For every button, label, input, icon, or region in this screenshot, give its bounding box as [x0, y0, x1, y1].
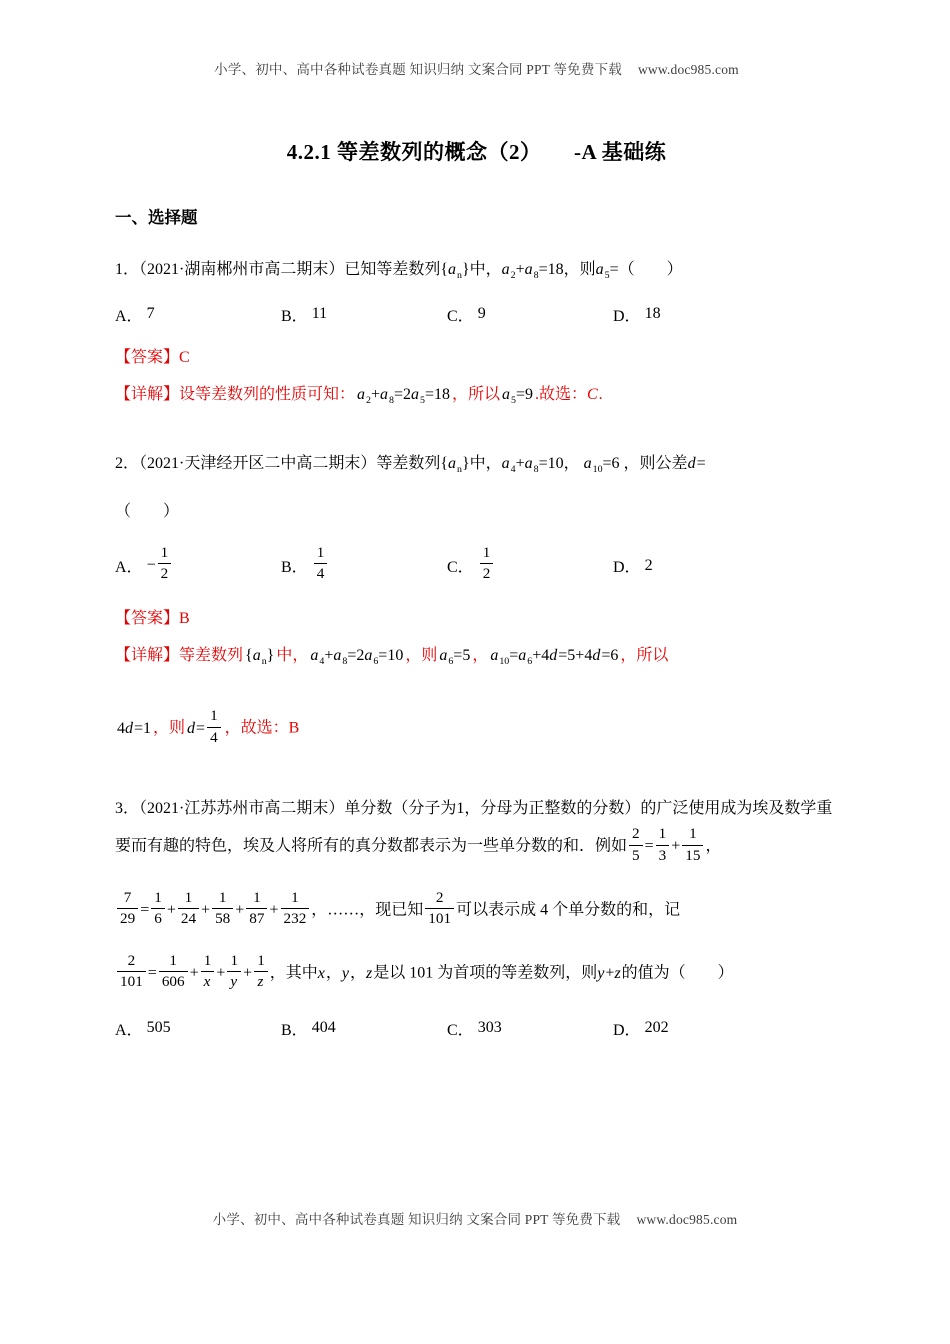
- header-promo: [115, 58, 838, 78]
- question-2-explanation: [115, 640, 838, 673]
- explain-math: $\{a_n\}$: [245, 646, 275, 667]
- explain-text: ，则: [153, 719, 186, 737]
- explain-math: $a_6=5$: [439, 646, 471, 667]
- question-2-option-c: [447, 545, 613, 586]
- option-label: B．: [281, 1021, 308, 1039]
- question-1-option-d: [613, 303, 663, 326]
- option-label: A．: [115, 307, 143, 325]
- header-site-url: www.doc985.com: [637, 62, 739, 77]
- question-2-option-a: [115, 545, 281, 586]
- option-label: A．: [115, 1021, 143, 1039]
- question-3-stem-line3: $\frac{2}{101}$ = $\frac{1}{606}$ + $\frac{1}{x}$ + $\frac{1}{y}$ + $\frac{1}{z}$ ，其中x，y，z是以 101 为首项的等差数列，则y+z的值为（ ）: [115, 953, 838, 994]
- question-2: [115, 448, 838, 750]
- explain-text: 等差数列: [179, 646, 244, 664]
- option-value: − $\frac{1}{2}$: [147, 545, 174, 586]
- question-1-answer: 【答案】C: [115, 348, 190, 366]
- question-1: [115, 254, 838, 412]
- question-3-stem: 3．（2021·江苏苏州市高二期末）单分数（分子为1，分母为正整数的分数）的广泛使用成为埃及数学重要而有趣的特色，埃及人将所有的真分数都表示为一些单分数的和．例如 $\frac{2}{5}$ = $\frac{1}{3}$ + $\frac{1}{15}$ ，: [115, 799, 833, 864]
- question-1-option-b: [281, 303, 447, 326]
- question-3: [115, 792, 838, 1040]
- question-3-options: [115, 1017, 838, 1040]
- option-label: D．: [613, 1021, 641, 1039]
- question-3-option-a: [115, 1017, 281, 1040]
- question-2-stem-parens: （ ）: [115, 503, 180, 521]
- explain-text: 中，: [276, 646, 309, 664]
- question-1-stem: 1．（2021·湖南郴州市高二期末）已知等差数列$\{a_n\}$中，$a_2+a_8=18$，则$a_5=$（ ）: [115, 261, 683, 282]
- option-label: C．: [447, 307, 474, 325]
- section-heading: 一、选择题: [115, 208, 198, 227]
- question-2-option-b: [281, 545, 447, 586]
- option-label: A．: [115, 559, 143, 577]
- question-2-answer: 【答案】B: [115, 609, 190, 627]
- document-title: 4.2.1 等差数列的概念（2） -A 基础练: [286, 140, 667, 164]
- footer-promo: [0, 1208, 950, 1228]
- footer-promo-text: 小学、初中、高中各种试卷真题 知识归纳 文案合同 PPT 等免费下载: [212, 1212, 621, 1227]
- question-1-option-a: [115, 303, 281, 326]
- option-value: 9: [477, 305, 486, 323]
- question-2-options: [115, 545, 838, 586]
- option-value: 11: [311, 305, 328, 323]
- explain-math: 4d=1: [117, 719, 152, 737]
- option-value: 2: [644, 556, 653, 574]
- option-value: 202: [644, 1019, 669, 1037]
- option-value: $\frac{1}{4}$: [312, 545, 330, 586]
- explain-text: ，所以: [451, 385, 500, 403]
- explain-label: 【详解】: [115, 385, 180, 403]
- option-value: 505: [146, 1019, 171, 1037]
- option-value: 404: [311, 1019, 336, 1037]
- header-promo-text: 小学、初中、高中各种试卷真题 知识归纳 文案合同 PPT 等免费下载: [214, 62, 622, 77]
- option-label: C．: [447, 559, 474, 577]
- question-3-option-b: [281, 1017, 447, 1040]
- explain-math: d= $\frac{1}{4}$: [187, 720, 223, 737]
- question-3-option-d: [613, 1017, 671, 1040]
- option-value: 303: [477, 1019, 502, 1037]
- footer-site-url: www.doc985.com: [636, 1212, 738, 1227]
- question-1-explanation: [115, 379, 838, 412]
- option-value: 18: [644, 305, 661, 323]
- option-value: $\frac{1}{2}$: [478, 545, 496, 586]
- explain-text: ，故选：B: [224, 719, 300, 737]
- explain-label: 【详解】: [115, 646, 180, 664]
- explain-text: 设等差数列的性质可知：: [179, 385, 356, 403]
- explain-math: $a_5=9$: [502, 385, 533, 406]
- question-3-stem-line2: $\frac{7}{29}$ = $\frac{1}{6}$ + $\frac{1}{24}$ + $\frac{1}{58}$ + $\frac{1}{87}$ + $\frac{1}{232}$ ，……，现已知 $\frac{2}{101}$ 可以表示成 4 个单分数的和，记: [115, 890, 838, 931]
- question-2-option-d: [613, 554, 655, 577]
- option-label: D．: [613, 307, 641, 325]
- option-label: C．: [447, 1021, 474, 1039]
- explain-text: ，所以: [620, 646, 669, 664]
- question-2-explanation-line2: [115, 708, 838, 749]
- explain-math: $a_{10}=a_6+4d=5+4d=6$: [490, 646, 619, 667]
- explain-text: ，: [472, 646, 489, 664]
- question-3-option-c: [447, 1017, 613, 1040]
- explain-text: ，则: [405, 646, 438, 664]
- explain-math: $a_2+a_8=2a_5=18$: [357, 385, 450, 406]
- question-2-stem: 2．（2021·天津经开区二中高二期末）等差数列$\{a_n\}$中，$a_4+a_8=10$， $a_{10}=6$ ，则公差d=: [115, 454, 706, 475]
- option-label: B．: [281, 559, 308, 577]
- explain-math: $a_4+a_8=2a_6=10$: [310, 646, 404, 667]
- question-1-options: [115, 303, 838, 326]
- option-value: 7: [146, 305, 155, 323]
- question-1-option-c: [447, 303, 613, 326]
- option-label: D．: [613, 559, 641, 577]
- option-label: B．: [281, 307, 308, 325]
- explain-text: .故选：C.: [534, 385, 603, 403]
